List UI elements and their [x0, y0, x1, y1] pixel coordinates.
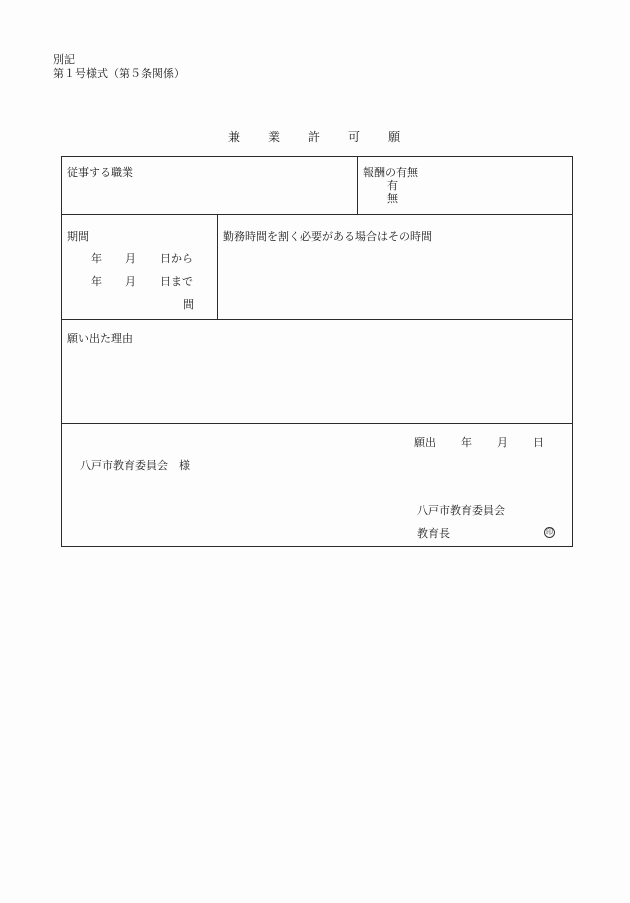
- work-hours-field[interactable]: 勤務時間を割く必要がある場合はその時間: [223, 230, 432, 243]
- end-year-label: 年: [91, 275, 102, 288]
- period-label: 期間: [67, 230, 89, 243]
- end-month-label: 月: [125, 275, 136, 288]
- column-divider: [357, 157, 358, 214]
- application-form-table: [61, 156, 573, 547]
- application-date-prefix: 願出: [414, 436, 436, 449]
- occupation-field[interactable]: 従事する職業: [67, 166, 133, 179]
- end-day-label: 日まで: [160, 275, 193, 288]
- remuneration-option-yes[interactable]: 有: [387, 179, 398, 192]
- duration-label: 間: [183, 298, 194, 311]
- title-char: 業: [268, 130, 281, 144]
- application-day-label: 日: [533, 436, 544, 449]
- start-day-label: 日から: [160, 252, 193, 265]
- applicant-position: 教育長: [417, 527, 450, 540]
- row-divider: [62, 319, 572, 320]
- application-year-label: 年: [461, 436, 472, 449]
- header-note: 別記: [53, 53, 75, 66]
- application-month-label: 月: [497, 436, 508, 449]
- addressee: 八戸市教育委員会 様: [80, 459, 190, 472]
- remuneration-label: 報酬の有無: [363, 166, 418, 179]
- form-number: 第１号様式（第５条関係）: [53, 67, 185, 80]
- applicant-org-name: 八戸市教育委員会: [417, 504, 505, 517]
- title-char: 兼: [228, 130, 241, 144]
- start-month-label: 月: [125, 252, 136, 265]
- title-char: 願: [388, 130, 401, 144]
- start-year-label: 年: [91, 252, 102, 265]
- remuneration-option-no[interactable]: 無: [387, 192, 398, 205]
- row-divider: [62, 214, 572, 215]
- seal-mark-icon: 印: [546, 528, 553, 536]
- form-title: [228, 131, 400, 143]
- title-char: 許: [308, 130, 321, 144]
- column-divider: [217, 214, 218, 319]
- reason-field[interactable]: 願い出た理由: [67, 332, 133, 345]
- row-divider: [62, 423, 572, 424]
- title-char: 可: [348, 130, 361, 144]
